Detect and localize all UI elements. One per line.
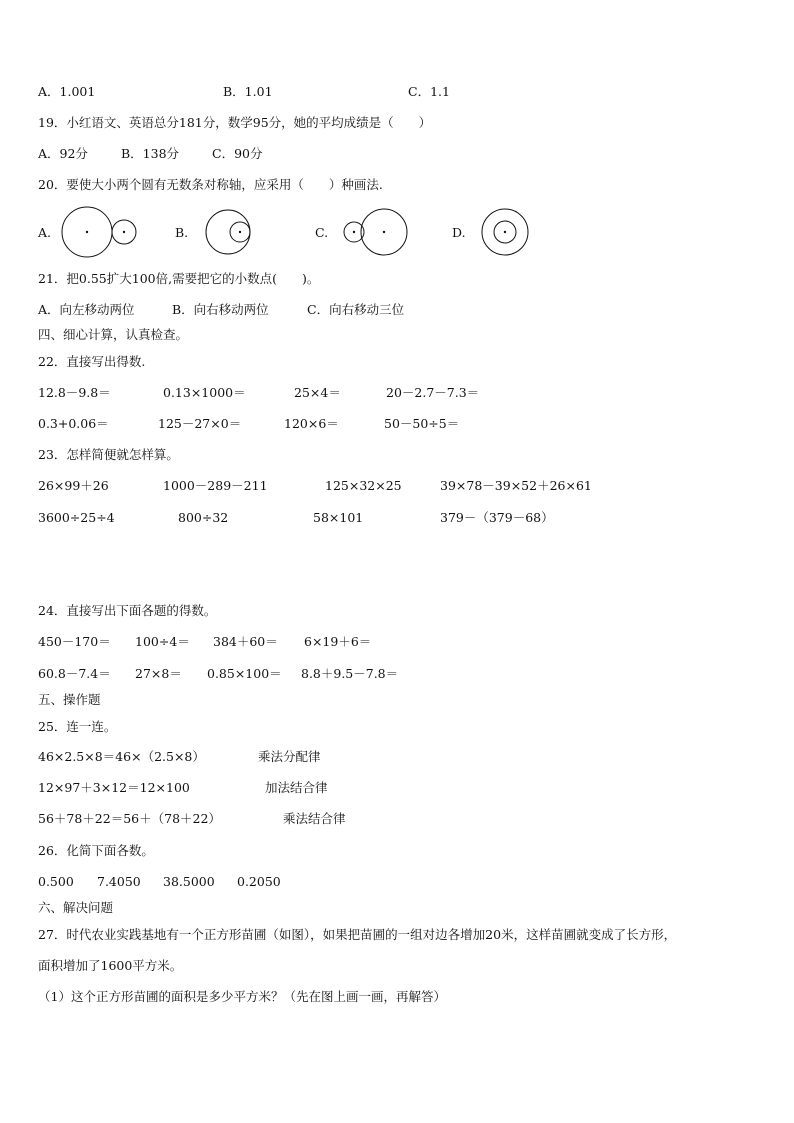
q26-item: 0.500 [38, 874, 74, 889]
q26-item: 0.2050 [237, 874, 281, 889]
big-circle [206, 210, 250, 254]
q23-stem: 23．怎样简便就怎样算。 [38, 447, 179, 462]
section-5-heading: 五、操作题 [38, 692, 101, 707]
q22-item: 12.8－9.8＝ [38, 385, 111, 400]
center-dot [239, 231, 241, 233]
q25-left-item: 12×97＋3×12＝12×100 [38, 780, 190, 795]
q19-option-a: A．92分 [38, 146, 88, 161]
q24-item: 60.8－7.4＝ [38, 666, 111, 681]
q22-item: 0.3+0.06＝ [38, 416, 109, 431]
q25-right-item: 乘法结合律 [283, 811, 346, 826]
q24-item: 6×19＋6＝ [304, 634, 372, 649]
center-dot [504, 231, 506, 233]
q25-stem: 25．连一连。 [38, 719, 117, 734]
q24-item: 450－170＝ [38, 634, 111, 649]
q20-option-b-label: B. [175, 225, 189, 240]
section-6-heading: 六、解决问题 [38, 900, 114, 915]
q25-right-item: 加法结合律 [265, 780, 328, 795]
q24-item: 27×8＝ [135, 666, 182, 681]
q21-option-c: C．向右移动三位 [307, 302, 405, 317]
q20-option-a-label: A. [38, 225, 52, 240]
center-dot [86, 231, 88, 233]
q22-item: 120×6＝ [284, 416, 339, 431]
q25-left-item: 56＋78＋22＝56＋（78＋22） [38, 811, 221, 826]
q20-option-c-label: C. [315, 225, 329, 240]
center-dot [123, 231, 125, 233]
q26-item: 38.5000 [163, 874, 215, 889]
q22-item: 0.13×1000＝ [163, 385, 246, 400]
q23-item: 800÷32 [178, 510, 229, 525]
q23-item: 39×78－39×52＋26×61 [440, 478, 592, 493]
q23-item: 26×99＋26 [38, 478, 109, 493]
q20-figure-d [478, 204, 534, 260]
q19-option-c: C．90分 [212, 146, 263, 161]
q25-left-item: 46×2.5×8＝46×（2.5×8） [38, 749, 205, 764]
q20-stem: 20．要使大小两个圆有无数条对称轴，应采用（ ）种画法. [38, 177, 383, 192]
q20-figure-b [202, 204, 262, 260]
q27-stem-line1: 27．时代农业实践基地有一个正方形苗圃（如图），如果把苗圃的一组对边各增加20米，这样苗圃就变成了长方形， [38, 927, 677, 942]
q24-item: 0.85×100＝ [207, 666, 282, 681]
q19-option-b: B．138分 [121, 146, 180, 161]
center-dot [383, 231, 385, 233]
q23-item: 3600÷25÷4 [38, 510, 115, 525]
q23-item: 379－（379－68） [440, 510, 554, 525]
q21-option-b: B．向右移动两位 [172, 302, 269, 317]
q22-item: 50－50÷5＝ [384, 416, 460, 431]
q24-stem: 24．直接写出下面各题的得数。 [38, 603, 217, 618]
q18-option-a: A．1.001 [38, 84, 96, 99]
q23-item: 125×32×25 [325, 478, 402, 493]
q26-stem: 26．化简下面各数。 [38, 843, 154, 858]
q18-option-c: C．1.1 [408, 84, 450, 99]
q18-option-b: B．1.01 [223, 84, 273, 99]
q23-item: 1000－289－211 [163, 478, 268, 493]
q27-stem-line2: 面积增加了1600平方米。 [38, 958, 183, 973]
center-dot [353, 231, 355, 233]
q21-stem: 21．把0.55扩大100倍,需要把它的小数点( )。 [38, 271, 320, 286]
q22-item: 20－2.7－7.3＝ [386, 385, 480, 400]
q25-right-item: 乘法分配律 [258, 749, 321, 764]
q27-sub-question-1: （1）这个正方形苗圃的面积是多少平方米？（先在图上画一画，再解答） [38, 989, 446, 1004]
q26-item: 7.4050 [97, 874, 141, 889]
q24-item: 384＋60＝ [213, 634, 278, 649]
q23-item: 58×101 [313, 510, 364, 525]
q22-item: 25×4＝ [294, 385, 341, 400]
q20-figure-a [60, 204, 140, 260]
q20-figure-c [340, 204, 415, 260]
section-4-heading: 四、细心计算，认真检查。 [38, 327, 189, 342]
q19-stem: 19．小红语文、英语总分181分，数学95分，她的平均成绩是（ ） [38, 115, 432, 130]
q21-option-a: A．向左移动两位 [38, 302, 135, 317]
q20-option-d-label: D. [452, 225, 466, 240]
q22-stem: 22．直接写出得数. [38, 354, 146, 369]
q22-item: 125－27×0＝ [158, 416, 242, 431]
q24-item: 8.8＋9.5－7.8＝ [301, 666, 399, 681]
q24-item: 100÷4＝ [135, 634, 190, 649]
